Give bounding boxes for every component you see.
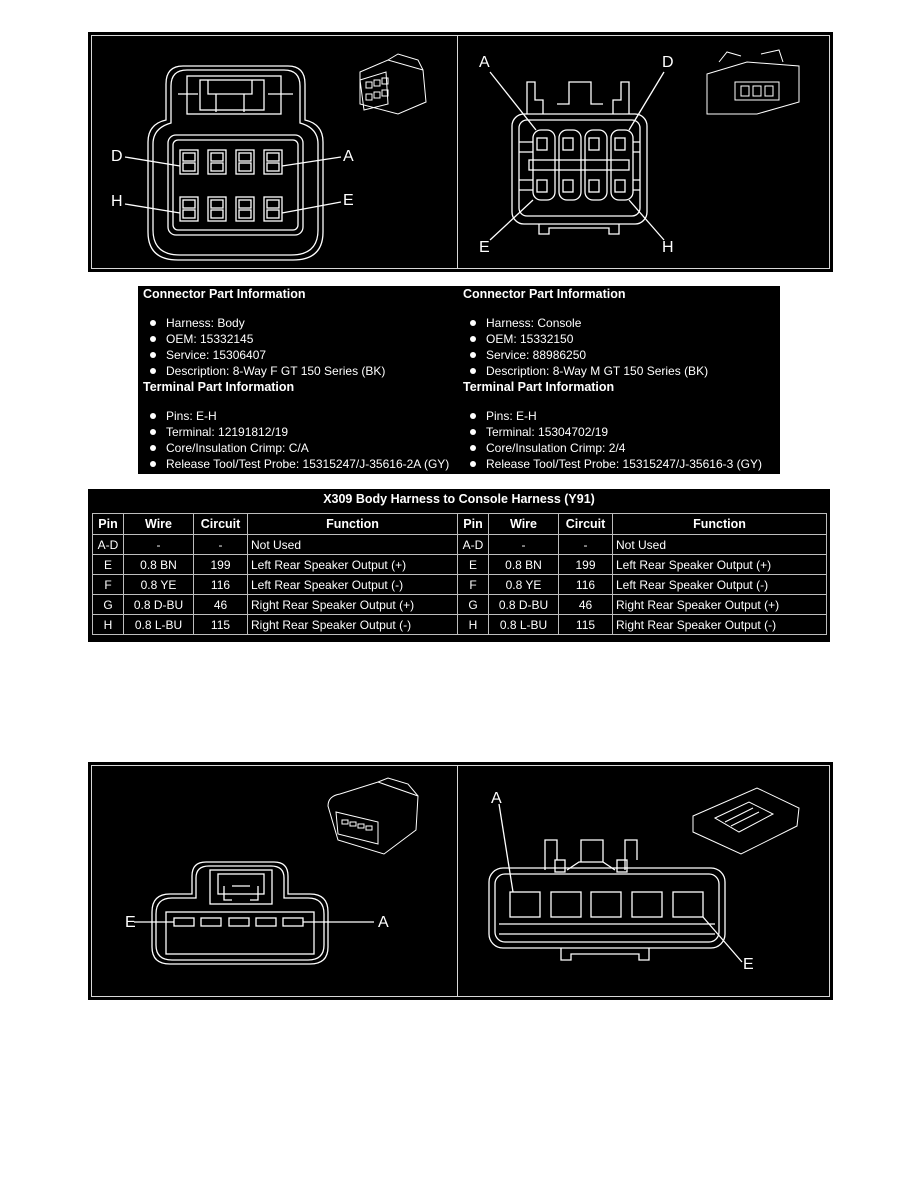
cell-circuit: 115 — [559, 615, 613, 635]
cell-pin: H — [458, 615, 489, 635]
list-item: Description: 8-Way M GT 150 Series (BK) — [458, 363, 778, 379]
terminal-info-header: Terminal Part Information — [143, 380, 295, 394]
pin-label-h-male: H — [662, 239, 674, 256]
cell-pin: H — [93, 615, 124, 635]
terminal-info-list — [458, 408, 778, 472]
col-header-circuit: Circuit — [194, 514, 248, 535]
connector-8way-diagram — [88, 32, 833, 272]
col-header-circuit: Circuit — [559, 514, 613, 535]
list-item: OEM: 15332145 — [138, 331, 458, 347]
pin-label-a-5way-male: A — [491, 790, 502, 807]
connector-info-header: Connector Part Information — [463, 287, 626, 301]
cell-wire: 0.8 YE — [124, 575, 194, 595]
col-header-wire: Wire — [124, 514, 194, 535]
cell-wire: - — [489, 535, 559, 555]
table-title: X309 Body Harness to Console Harness (Y91) — [323, 492, 595, 506]
cell-circuit: 116 — [194, 575, 248, 595]
col-header-function: Function — [613, 514, 827, 535]
cell-pin: G — [458, 595, 489, 615]
cell-pin: A-D — [93, 535, 124, 555]
pin-label-e-5way: E — [125, 914, 136, 931]
connector-info-list — [138, 315, 458, 379]
pin-label-d: D — [111, 148, 123, 165]
female-5way-face-drawing — [88, 762, 458, 1000]
pin-label-d-male: D — [662, 54, 674, 71]
cell-wire: 0.8 L-BU — [489, 615, 559, 635]
col-header-pin: Pin — [93, 514, 124, 535]
cell-function: Not Used — [613, 535, 827, 555]
male-connector-face-drawing — [457, 32, 833, 272]
cell-function: Left Rear Speaker Output (+) — [613, 555, 827, 575]
cell-function: Right Rear Speaker Output (+) — [613, 595, 827, 615]
pin-label-a: A — [343, 148, 354, 165]
pin-label-e-5way-male: E — [743, 956, 754, 973]
cell-pin: F — [458, 575, 489, 595]
list-item: Description: 8-Way F GT 150 Series (BK) — [138, 363, 458, 379]
connector-info-list — [458, 315, 778, 379]
cell-function: Left Rear Speaker Output (+) — [248, 555, 458, 575]
list-item: Core/Insulation Crimp: C/A — [138, 440, 458, 456]
cell-circuit: - — [194, 535, 248, 555]
cell-circuit: 115 — [194, 615, 248, 635]
cell-function: Left Rear Speaker Output (-) — [248, 575, 458, 595]
list-item: Release Tool/Test Probe: 15315247/J-35616-2A (GY) — [138, 456, 458, 472]
cell-wire: 0.8 YE — [489, 575, 559, 595]
connector-5way-diagram — [88, 762, 833, 1000]
table-row — [93, 535, 827, 555]
cell-function: Right Rear Speaker Output (-) — [248, 615, 458, 635]
pin-label-h: H — [111, 193, 123, 210]
connector-info-header: Connector Part Information — [143, 287, 306, 301]
part-information-panel — [138, 286, 780, 474]
table-row — [93, 575, 827, 595]
part-info-right — [458, 286, 778, 472]
cell-pin: G — [93, 595, 124, 615]
list-item: Terminal: 12191812/19 — [138, 424, 458, 440]
cell-function: Right Rear Speaker Output (-) — [613, 615, 827, 635]
pin-label-e-male: E — [479, 239, 490, 256]
terminal-info-header: Terminal Part Information — [463, 380, 615, 394]
list-item: Harness: Console — [458, 315, 778, 331]
cell-wire: 0.8 BN — [124, 555, 194, 575]
cell-wire: 0.8 D-BU — [489, 595, 559, 615]
male-5way-face-drawing — [457, 762, 833, 1000]
cell-wire: 0.8 L-BU — [124, 615, 194, 635]
list-item: Release Tool/Test Probe: 15315247/J-35616-3 (GY) — [458, 456, 778, 472]
cell-circuit: 46 — [559, 595, 613, 615]
table-header-row — [93, 514, 827, 535]
cell-wire: - — [124, 535, 194, 555]
pin-label-a-male: A — [479, 54, 490, 71]
cell-pin: E — [458, 555, 489, 575]
female-connector-face-drawing — [88, 32, 458, 272]
col-header-pin: Pin — [458, 514, 489, 535]
list-item: Service: 88986250 — [458, 347, 778, 363]
cell-pin: E — [93, 555, 124, 575]
cell-wire: 0.8 D-BU — [124, 595, 194, 615]
cell-pin: F — [93, 575, 124, 595]
cell-function: Right Rear Speaker Output (+) — [248, 595, 458, 615]
cell-pin: A-D — [458, 535, 489, 555]
cell-wire: 0.8 BN — [489, 555, 559, 575]
list-item: Pins: E-H — [458, 408, 778, 424]
list-item: Service: 15306407 — [138, 347, 458, 363]
list-item: Pins: E-H — [138, 408, 458, 424]
cell-circuit: 199 — [559, 555, 613, 575]
list-item: OEM: 15332150 — [458, 331, 778, 347]
cell-circuit: - — [559, 535, 613, 555]
pin-label-a-5way: A — [378, 914, 389, 931]
table-row — [93, 555, 827, 575]
list-item: Harness: Body — [138, 315, 458, 331]
table-row — [93, 595, 827, 615]
terminal-info-list — [138, 408, 458, 472]
cell-circuit: 46 — [194, 595, 248, 615]
part-info-left — [138, 286, 458, 472]
pinout-table-container — [88, 489, 830, 642]
pin-label-e: E — [343, 192, 354, 209]
pinout-table — [92, 513, 827, 635]
cell-circuit: 116 — [559, 575, 613, 595]
table-row — [93, 615, 827, 635]
list-item: Terminal: 15304702/19 — [458, 424, 778, 440]
cell-function: Left Rear Speaker Output (-) — [613, 575, 827, 595]
cell-function: Not Used — [248, 535, 458, 555]
list-item: Core/Insulation Crimp: 2/4 — [458, 440, 778, 456]
cell-circuit: 199 — [194, 555, 248, 575]
col-header-function: Function — [248, 514, 458, 535]
col-header-wire: Wire — [489, 514, 559, 535]
